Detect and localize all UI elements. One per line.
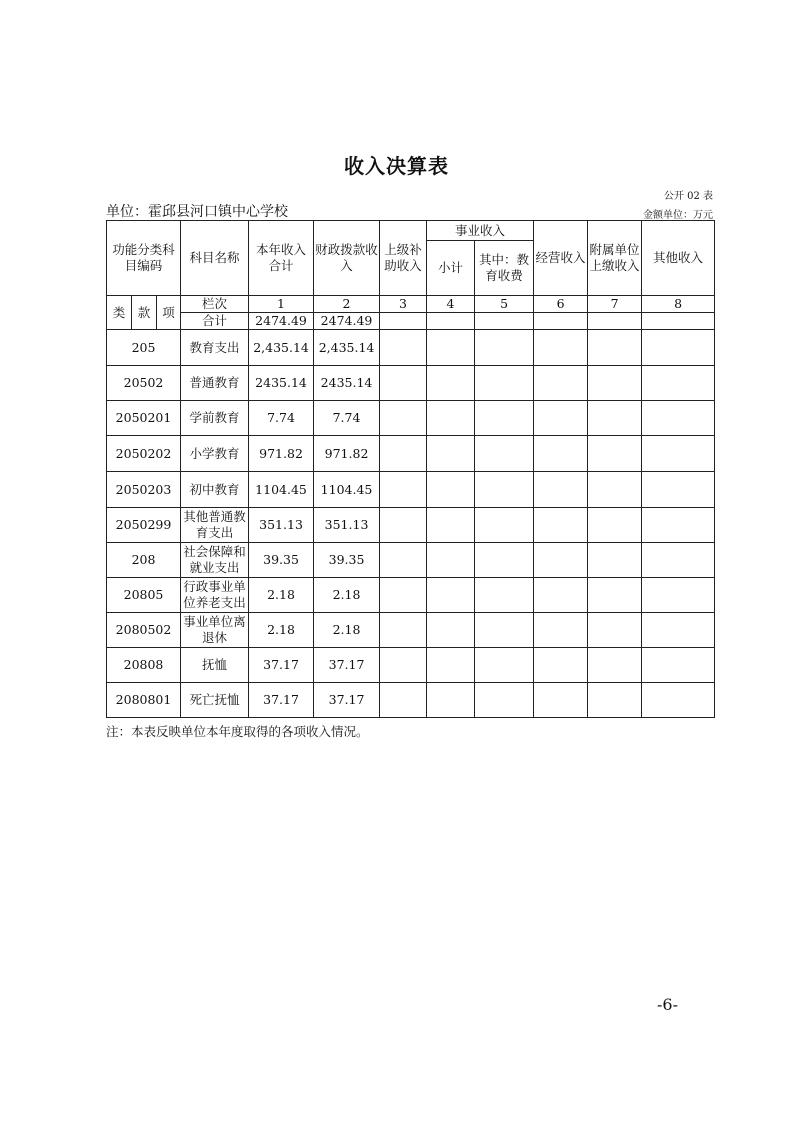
empty-cell — [475, 578, 534, 613]
header-business-subtotal: 小计 — [427, 241, 475, 296]
row-code: 2050201 — [107, 401, 181, 436]
empty-cell — [380, 613, 427, 648]
empty-cell — [475, 366, 534, 401]
empty-cell — [588, 366, 642, 401]
row-code: 2050202 — [107, 436, 181, 472]
table-row — [107, 613, 715, 648]
empty-cell — [427, 578, 475, 613]
empty-cell — [642, 508, 715, 543]
row-total-income: 351.13 — [249, 508, 314, 543]
column-number: 3 — [380, 296, 427, 313]
table-note: 注：本表反映单位本年度取得的各项收入情况。 — [106, 724, 369, 739]
empty-cell — [642, 648, 715, 683]
empty-cell — [380, 543, 427, 578]
row-subject-name: 其他普通教育支出 — [181, 508, 249, 543]
row-code: 20502 — [107, 366, 181, 401]
empty-cell — [475, 330, 534, 366]
empty-cell — [380, 330, 427, 366]
row-total-income: 2.18 — [249, 578, 314, 613]
column-number: 5 — [475, 296, 534, 313]
empty-cell — [642, 366, 715, 401]
row-total-income: 2435.14 — [249, 366, 314, 401]
empty-cell — [534, 436, 588, 472]
row-code: 20805 — [107, 578, 181, 613]
empty-cell — [427, 543, 475, 578]
header-superior: 上级补助收入 — [380, 221, 427, 296]
empty-cell — [588, 683, 642, 718]
header-kuan: 款 — [132, 296, 157, 330]
row-code: 2080801 — [107, 683, 181, 718]
empty-cell — [588, 436, 642, 472]
empty-cell — [534, 543, 588, 578]
empty-cell — [380, 648, 427, 683]
header-operating: 经营收入 — [534, 221, 588, 296]
empty-cell — [427, 401, 475, 436]
column-number: 8 — [642, 296, 715, 313]
row-subject-name: 行政事业单位养老支出 — [181, 578, 249, 613]
empty-cell — [642, 330, 715, 366]
empty-cell — [380, 366, 427, 401]
total-income-value: 2474.49 — [249, 313, 314, 330]
empty-cell — [588, 648, 642, 683]
row-subject-name: 社会保障和就业支出 — [181, 543, 249, 578]
row-total-income: 2,435.14 — [249, 330, 314, 366]
empty-cell — [534, 472, 588, 508]
column-label: 栏次 — [181, 296, 249, 313]
empty-cell — [475, 648, 534, 683]
empty-cell — [427, 330, 475, 366]
income-table — [106, 220, 715, 718]
empty-cell — [427, 683, 475, 718]
table-row — [107, 683, 715, 718]
empty-cell — [588, 613, 642, 648]
column-number-row — [107, 296, 715, 313]
row-fiscal: 7.74 — [314, 401, 380, 436]
row-code: 20808 — [107, 648, 181, 683]
empty-cell — [380, 578, 427, 613]
table-row — [107, 543, 715, 578]
column-number: 6 — [534, 296, 588, 313]
header-other: 其他收入 — [642, 221, 715, 296]
column-number: 7 — [588, 296, 642, 313]
row-subject-name: 初中教育 — [181, 472, 249, 508]
header-func-code: 功能分类科目编码 — [107, 221, 181, 296]
empty-cell — [534, 401, 588, 436]
header-lei: 类 — [107, 296, 132, 330]
total-fiscal-value: 2474.49 — [314, 313, 380, 330]
empty-cell — [534, 648, 588, 683]
header-row-1 — [107, 221, 715, 241]
table-row — [107, 330, 715, 366]
column-number: 1 — [249, 296, 314, 313]
empty-cell — [534, 613, 588, 648]
empty-cell — [534, 366, 588, 401]
empty-cell — [534, 578, 588, 613]
page-title: 收入决算表 — [344, 154, 449, 178]
row-fiscal: 2.18 — [314, 613, 380, 648]
table-row — [107, 401, 715, 436]
empty-cell — [427, 472, 475, 508]
empty-cell — [588, 543, 642, 578]
row-fiscal: 2,435.14 — [314, 330, 380, 366]
row-code: 2050203 — [107, 472, 181, 508]
row-fiscal: 971.82 — [314, 436, 380, 472]
empty-cell — [642, 543, 715, 578]
empty-cell — [475, 472, 534, 508]
empty-cell — [380, 508, 427, 543]
header-fiscal: 财政拨款收入 — [314, 221, 380, 296]
empty-cell — [427, 508, 475, 543]
page-number: -6- — [657, 995, 678, 1014]
row-total-income: 39.35 — [249, 543, 314, 578]
empty-cell — [380, 436, 427, 472]
empty-cell — [588, 330, 642, 366]
header-subject-name: 科目名称 — [181, 221, 249, 296]
row-total-income: 1104.45 — [249, 472, 314, 508]
total-label: 合计 — [181, 313, 249, 330]
empty-cell — [380, 683, 427, 718]
empty-cell — [588, 508, 642, 543]
empty-cell — [380, 401, 427, 436]
row-code: 208 — [107, 543, 181, 578]
row-subject-name: 小学教育 — [181, 436, 249, 472]
empty-cell — [534, 330, 588, 366]
row-fiscal: 2.18 — [314, 578, 380, 613]
amount-unit: 金额单位：万元 — [643, 210, 713, 221]
empty-cell — [427, 436, 475, 472]
table-row — [107, 436, 715, 472]
empty-cell — [475, 543, 534, 578]
row-subject-name: 死亡抚恤 — [181, 683, 249, 718]
column-number: 2 — [314, 296, 380, 313]
column-number: 4 — [427, 296, 475, 313]
empty-cell — [642, 578, 715, 613]
empty-cell — [642, 436, 715, 472]
row-total-income: 7.74 — [249, 401, 314, 436]
table-row — [107, 508, 715, 543]
empty-cell — [475, 683, 534, 718]
empty-cell — [475, 401, 534, 436]
total-row — [107, 313, 715, 330]
row-code: 2080502 — [107, 613, 181, 648]
header-xiang: 项 — [157, 296, 181, 330]
table-row — [107, 472, 715, 508]
empty-cell — [642, 401, 715, 436]
table-row — [107, 366, 715, 401]
empty-cell — [588, 472, 642, 508]
row-total-income: 37.17 — [249, 648, 314, 683]
row-code: 2050299 — [107, 508, 181, 543]
row-total-income: 2.18 — [249, 613, 314, 648]
row-fiscal: 37.17 — [314, 683, 380, 718]
empty-cell — [642, 683, 715, 718]
header-business: 事业收入 — [427, 221, 534, 241]
row-subject-name: 普通教育 — [181, 366, 249, 401]
row-fiscal: 39.35 — [314, 543, 380, 578]
empty-cell — [534, 683, 588, 718]
row-fiscal: 1104.45 — [314, 472, 380, 508]
row-subject-name: 抚恤 — [181, 648, 249, 683]
empty-cell — [588, 401, 642, 436]
row-total-income: 37.17 — [249, 683, 314, 718]
empty-cell — [427, 366, 475, 401]
form-number: 公开 02 表 — [663, 191, 713, 202]
reporting-unit: 单位：霍邱县河口镇中心学校 — [106, 204, 288, 220]
empty-cell — [642, 472, 715, 508]
empty-cell — [534, 508, 588, 543]
header-affiliated: 附属单位上缴收入 — [588, 221, 642, 296]
empty-cell — [642, 613, 715, 648]
row-fiscal: 37.17 — [314, 648, 380, 683]
row-fiscal: 2435.14 — [314, 366, 380, 401]
row-code: 205 — [107, 330, 181, 366]
row-subject-name: 教育支出 — [181, 330, 249, 366]
empty-cell — [427, 648, 475, 683]
table-row — [107, 578, 715, 613]
row-total-income: 971.82 — [249, 436, 314, 472]
header-business-edu: 其中：教育收费 — [475, 241, 534, 296]
empty-cell — [475, 508, 534, 543]
empty-cell — [475, 436, 534, 472]
row-fiscal: 351.13 — [314, 508, 380, 543]
table-row — [107, 648, 715, 683]
empty-cell — [380, 472, 427, 508]
empty-cell — [475, 613, 534, 648]
empty-cell — [427, 613, 475, 648]
empty-cell — [588, 578, 642, 613]
header-total-income: 本年收入合计 — [249, 221, 314, 296]
row-subject-name: 学前教育 — [181, 401, 249, 436]
row-subject-name: 事业单位离退休 — [181, 613, 249, 648]
